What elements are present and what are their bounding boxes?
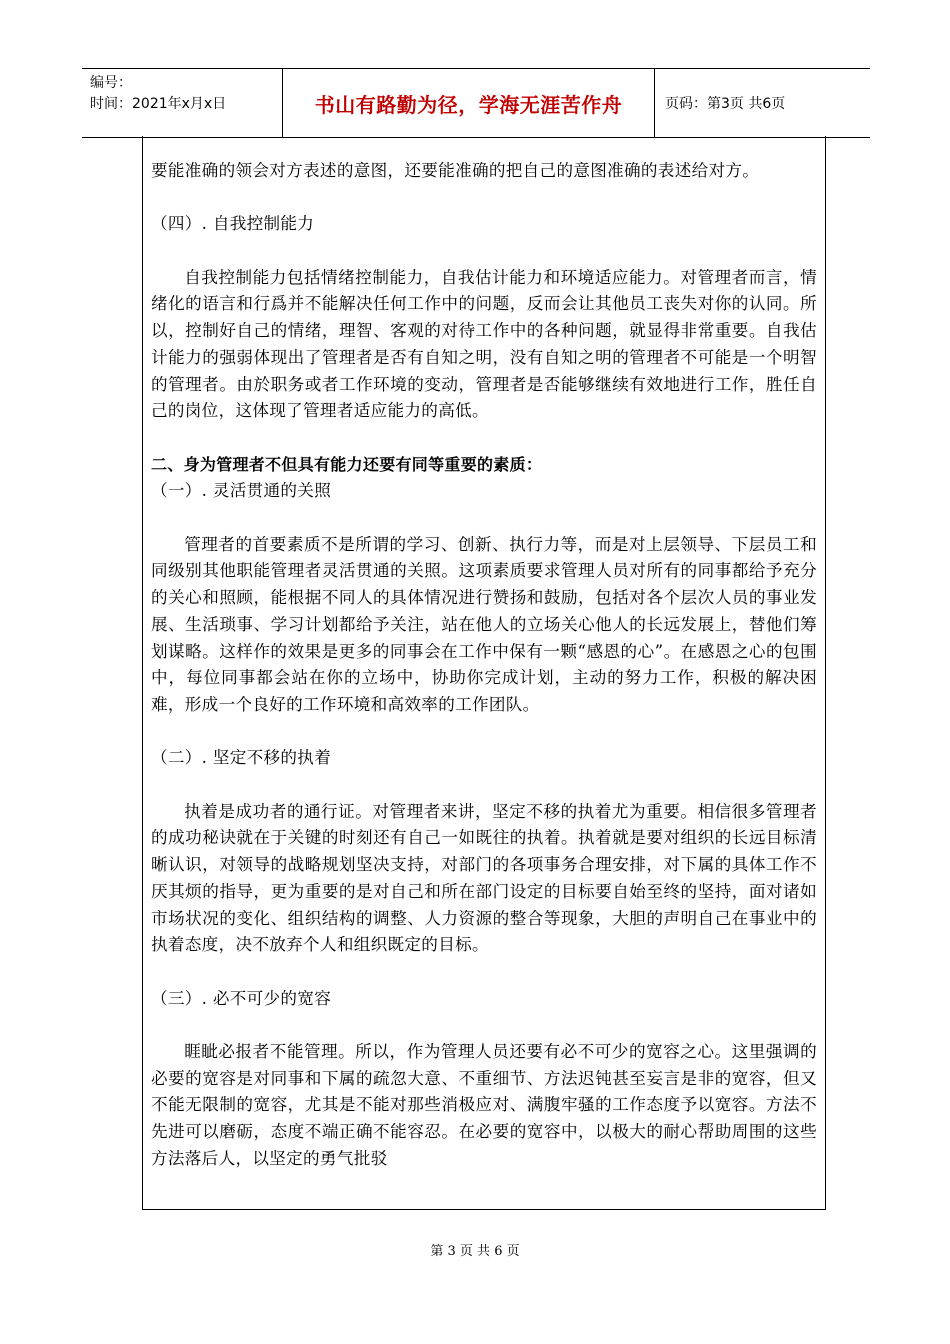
content-frame xyxy=(142,136,826,1210)
section-heading: （四）. 自我控制能力 xyxy=(151,214,315,234)
paragraph: 执着是成功者的通行证。对管理者来讲，坚定不移的执着尤为重要。相信很多管理者的成功秘诀就在于关键的时刻还有自己一如既往的执着。执着就是要对组织的长远目标清晰认识，对领导的战略规划坚决支持，对部门的各项事务合理安排，对下属的具体工作不厌其烦的指导，更为重要的是对自己和所在部门设定的目标要自始至终的坚持，面对诸如市场状况的变化、组织结构的调整、人力资源的整合等现象，大胆的声明自己在事业中的执着态度，决不放弃个人和组织既定的目标。 xyxy=(151,801,817,955)
section-heading: （三）. 必不可少的宽容 xyxy=(151,988,332,1008)
document-body xyxy=(143,136,825,1173)
header-meta xyxy=(90,73,280,115)
header-motto: 书山有路勤为径，学海无涯苦作舟 xyxy=(314,92,623,117)
paragraph: 要能准确的领会对方表述的意图，还要能准确的把自己的意图准确的表述给对方。 xyxy=(151,161,760,180)
document-number-label: 编号： xyxy=(90,75,132,91)
document-time-label: 时间：2021年x月x日 xyxy=(90,96,227,112)
chapter-heading: 二、身为管理者不但具有能力还要有同等重要的素质： xyxy=(151,454,543,474)
header-page-number: 页码：第3页 共6页 xyxy=(665,96,786,112)
paragraph: 自我控制能力包括情绪控制能力，自我估计能力和环境适应能力。对管理者而言，情绪化的语言和行爲并不能解决任何工作中的问题，反而会让其他员工丧失对你的认同。所以，控制好自己的情绪，理智、客观的对待工作中的各种问题，就显得非常重要。自我估计能力的强弱体现出了管理者是否有自知之明，没有自知之明的管理者不可能是一个明智的管理者。由於职务或者工作环境的变动，管理者是否能够继续有效地进行工作，胜任自己的岗位，这体现了管理者适应能力的高低。 xyxy=(151,267,817,421)
section-heading: （一）. 灵活贯通的关照 xyxy=(151,481,332,501)
paragraph: 睚眦必报者不能管理。所以，作为管理人员还要有必不可少的宽容之心。这里强调的必要的宽容是对同事和下属的疏忽大意、不重细节、方法迟钝甚至妄言是非的宽容，但又不能无限制的宽容，尤其是不能对那些消极应对、满腹牢骚的工作态度予以宽容。方法不先进可以磨砺，态度不端正确不能容忍。在必要的宽容中，以极大的耐心帮助周围的这些方法落后人，以坚定的勇气批驳 xyxy=(151,1042,817,1168)
section-heading: （二）. 坚定不移的执着 xyxy=(151,748,332,768)
paragraph: 管理者的首要素质不是所谓的学习、创新、执行力等，而是对上层领导、下层员工和同级别其他职能管理者灵活贯通的关照。这项素质要求管理人员对所有的同事都给予充分的关心和照顾，能根据不同人的具体情况进行赞扬和鼓励，包括对各个层次人员的事业发展、生活琐事、学习计划都给予关注，站在他人的立场关心他人的长远发展上，替他们筹划谋略。这样作的效果是更多的同事会在工作中保有一颗“感恩的心”。在感恩之心的包围中，每位同事都会站在你的立场中，协助你完成计划，主动的努力工作，积极的解决困难，形成一个良好的工作环境和高效率的工作团队。 xyxy=(151,534,817,714)
page-header xyxy=(82,68,870,138)
page-footer: 第 3 页 共 6 页 xyxy=(430,1244,520,1259)
